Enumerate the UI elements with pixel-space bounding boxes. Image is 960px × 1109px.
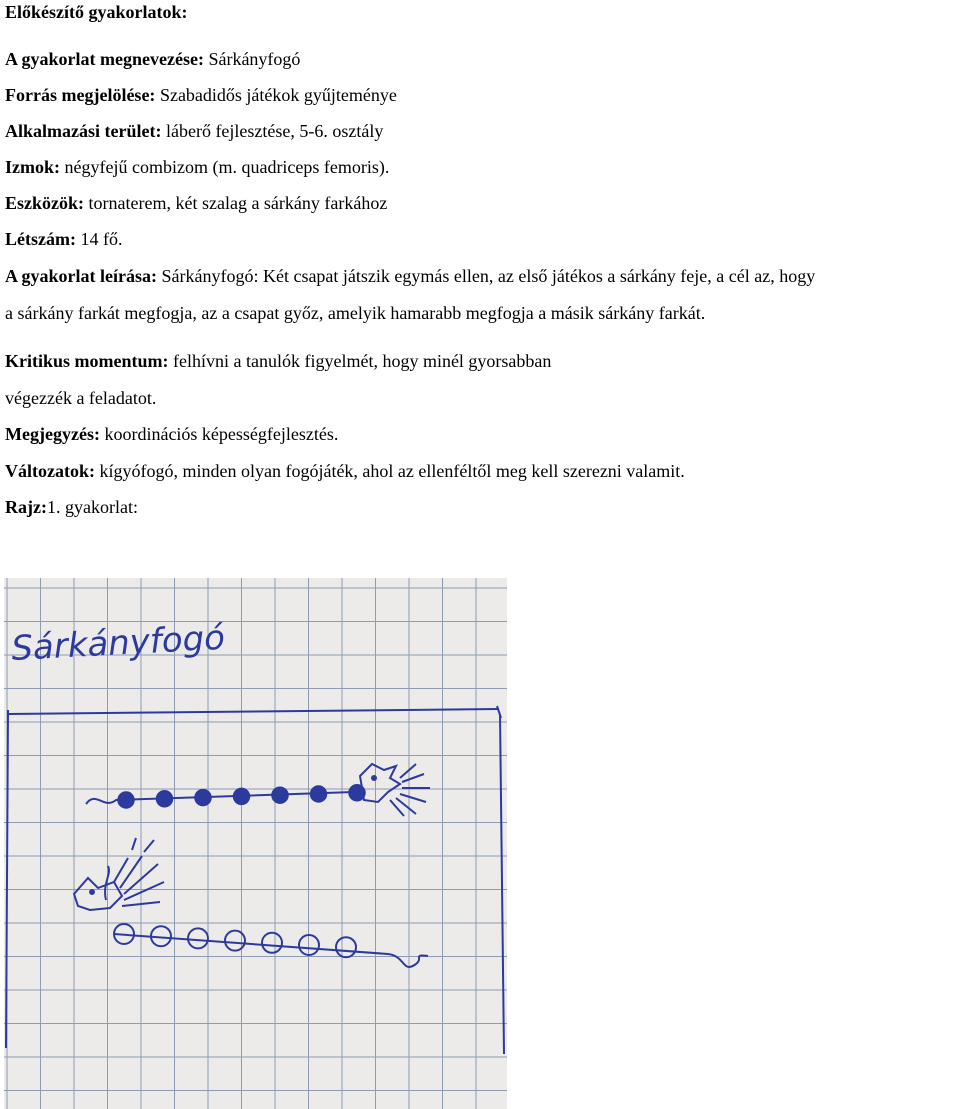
field-headcount-value: 14 fő. bbox=[75, 229, 123, 249]
field-muscles-label: Izmok: bbox=[5, 157, 60, 177]
dragon-top-segment bbox=[118, 792, 134, 808]
field-description-label: A gyakorlat leírása: bbox=[5, 266, 157, 286]
field-variants-value: kígyófogó, minden olyan fogójáték, ahol az ellenféltől meg kell szerezni valamit. bbox=[94, 461, 685, 481]
dragon-top-segment bbox=[234, 788, 250, 804]
field-source-label: Forrás megjelölése: bbox=[5, 85, 156, 105]
field-source-value: Szabadidős játékok gyűjteménye bbox=[155, 85, 397, 105]
field-area bbox=[5, 120, 383, 142]
field-note bbox=[5, 423, 338, 445]
field-drawing-label: Rajz: bbox=[5, 497, 47, 517]
field-variants-label: Változatok: bbox=[5, 461, 95, 481]
field-description bbox=[5, 265, 815, 287]
field-name-value: Sárkányfogó bbox=[203, 49, 301, 69]
field-tools-value: tornaterem, két szalag a sárkány farkához bbox=[84, 193, 388, 213]
field-description-value: Sárkányfogó: Két csapat játszik egymás ellen, az első játékos a sárkány feje, a cél az, hogy bbox=[156, 266, 816, 286]
field-headcount-label: Létszám: bbox=[5, 229, 76, 249]
field-note-value: koordinációs képességfejlesztés. bbox=[99, 424, 339, 444]
field-note-label: Megjegyzés: bbox=[5, 424, 100, 444]
field-area-value: láberő fejlesztése, 5-6. osztály bbox=[161, 121, 384, 141]
page-heading: Előkészítő gyakorlatok: bbox=[5, 2, 188, 22]
field-critical-cont: végezzék a feladatot. bbox=[5, 388, 157, 408]
sketch-handwritten-title: Sárkányfogó bbox=[10, 617, 226, 669]
field-name-label: A gyakorlat megnevezése: bbox=[5, 49, 204, 69]
field-name bbox=[5, 48, 300, 70]
dragon-top-segment bbox=[311, 786, 327, 802]
field-muscles-value: négyfejű combizom (m. quadriceps femoris). bbox=[60, 157, 390, 177]
field-description-cont: a sárkány farkát megfogja, az a csapat győz, amelyik hamarabb megfogja a másik sárkány farkát. bbox=[5, 303, 706, 323]
field-area-label: Alkalmazási terület: bbox=[5, 121, 162, 141]
field-tools-label: Eszközök: bbox=[5, 193, 85, 213]
field-drawing-value: 1. gyakorlat: bbox=[46, 497, 138, 517]
sketch-image bbox=[4, 578, 507, 1109]
dragon-top-segment bbox=[272, 787, 288, 803]
field-critical bbox=[5, 350, 551, 372]
field-drawing bbox=[5, 496, 138, 518]
field-critical-label: Kritikus momentum: bbox=[5, 351, 169, 371]
dragon-top-segment bbox=[157, 791, 173, 807]
field-tools bbox=[5, 192, 387, 214]
field-muscles bbox=[5, 156, 389, 178]
field-variants bbox=[5, 460, 685, 482]
field-critical-value: felhívni a tanulók figyelmét, hogy minél gyorsabban bbox=[168, 351, 552, 371]
field-source bbox=[5, 84, 397, 106]
field-headcount bbox=[5, 228, 122, 250]
dragon-top-segment bbox=[195, 790, 211, 806]
